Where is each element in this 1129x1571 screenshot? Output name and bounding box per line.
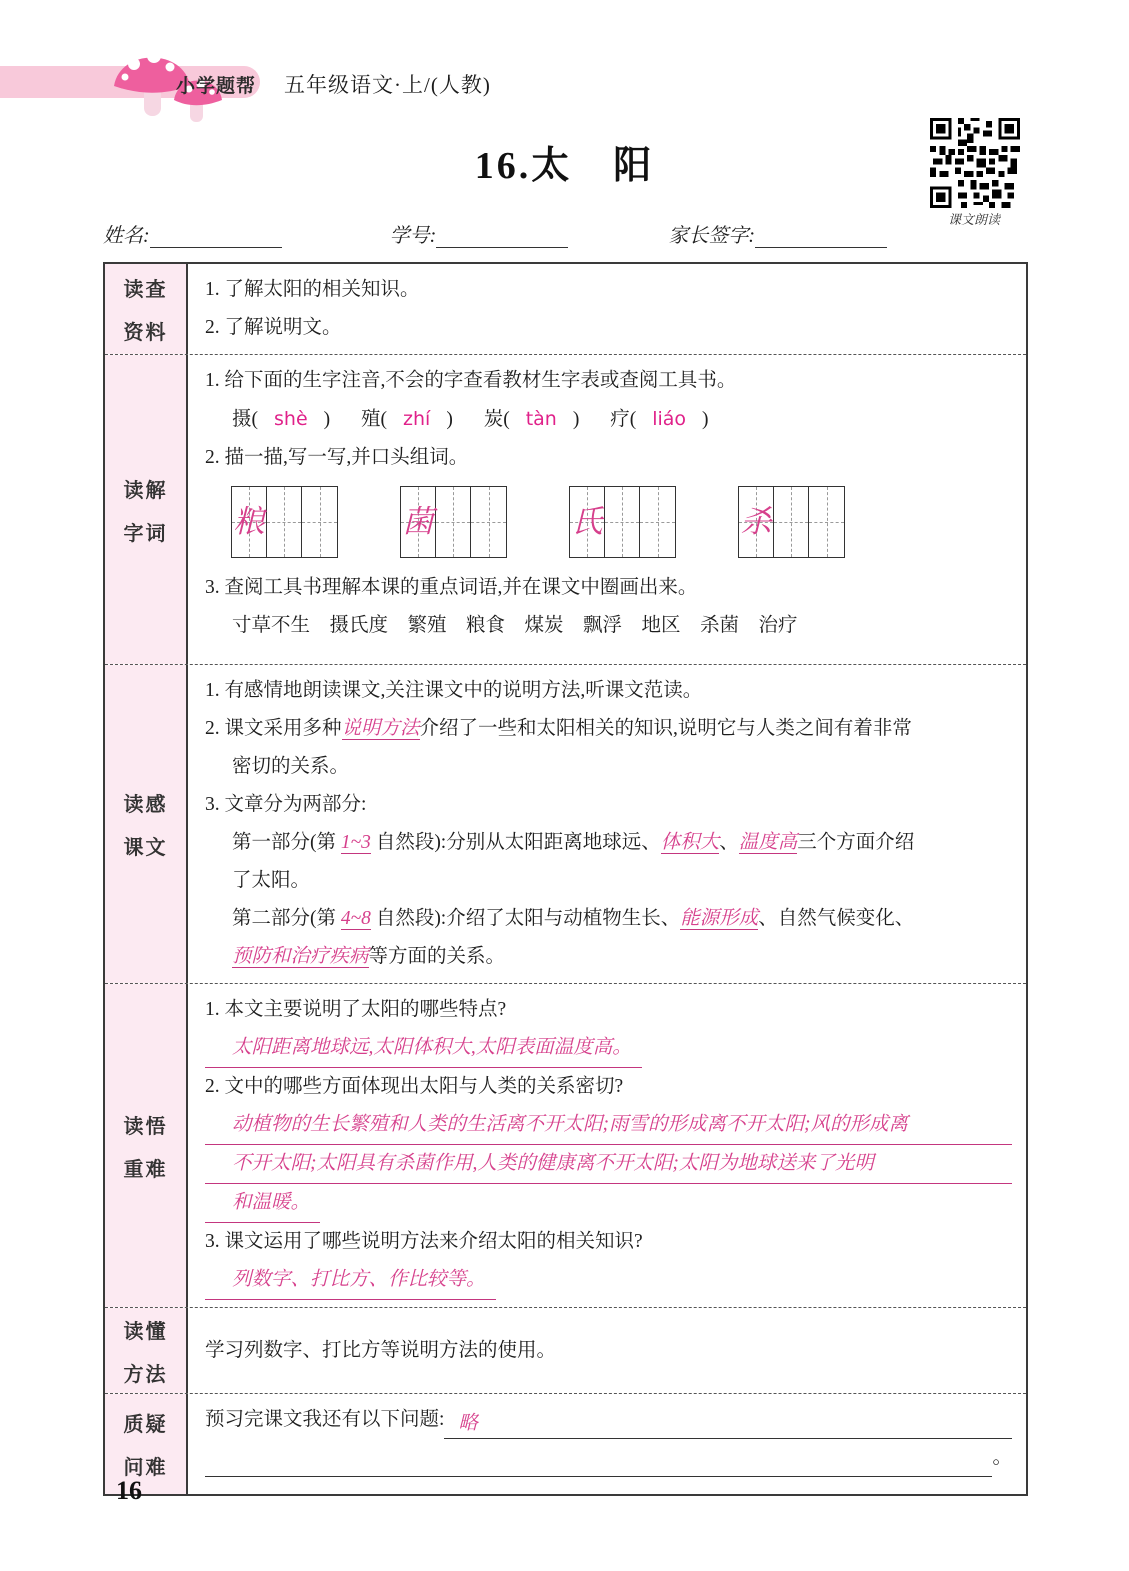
text-segment: 、 xyxy=(719,832,739,853)
paren: ) xyxy=(446,409,453,430)
character: 疗( xyxy=(610,409,637,430)
section-label-line1: 读懂 xyxy=(123,1320,168,1343)
question: 1. 本文主要说明了太阳的哪些特点? xyxy=(205,999,507,1020)
section-label-line2: 方法 xyxy=(123,1363,168,1386)
section-label xyxy=(105,984,188,1307)
practice-cell[interactable] xyxy=(809,487,844,557)
writing-box xyxy=(569,486,676,558)
answer-line: 和温暖。 xyxy=(205,1184,320,1223)
question-blank[interactable] xyxy=(205,1443,992,1477)
section-label-line2: 问难 xyxy=(123,1457,168,1479)
text-segment: 自然段):介绍了太阳与动植物生长、 xyxy=(370,908,681,929)
part-one-line xyxy=(205,824,1012,862)
model-character: 杀 xyxy=(740,504,772,539)
text-segment: 了太阳。 xyxy=(232,870,311,891)
section-label-line1: 读解 xyxy=(123,479,168,502)
writing-grid xyxy=(231,486,1012,558)
character: 炭( xyxy=(483,409,510,430)
section-research-materials xyxy=(105,264,1026,355)
practice-cell[interactable] xyxy=(302,487,337,557)
answer-line: 列数字、打比方、作比较等。 xyxy=(205,1261,496,1300)
practice-cell[interactable] xyxy=(471,487,506,557)
student-info-row xyxy=(103,219,1028,248)
answer-line: 不开太阳;太阳具有杀菌作用,人类的健康离不开太阳;太阳为地球送来了光明 xyxy=(205,1145,1012,1184)
section-label-line1: 读感 xyxy=(123,794,168,816)
model-character: 菌 xyxy=(402,504,434,539)
part-two-line xyxy=(205,900,1012,938)
model-character-cell xyxy=(232,487,267,557)
task-item: 1. 了解太阳的相关知识。 xyxy=(205,279,420,300)
filled-blank: 温度高 xyxy=(738,832,798,853)
section-label-line2: 资料 xyxy=(123,322,168,344)
question-blank[interactable] xyxy=(444,1405,1012,1439)
task-item xyxy=(205,710,1012,748)
filled-blank: 说明方法 xyxy=(341,718,420,739)
practice-cell[interactable] xyxy=(267,487,302,557)
practice-cell[interactable] xyxy=(774,487,809,557)
filled-answer: 略 xyxy=(458,1413,478,1434)
section-questions xyxy=(105,1394,1026,1494)
section-label xyxy=(105,1308,188,1393)
section-read-text xyxy=(105,665,1026,984)
model-character-cell xyxy=(739,487,774,557)
filled-blank: 4~8 xyxy=(340,908,371,929)
student-id-blank[interactable] xyxy=(436,224,568,248)
model-character-cell xyxy=(401,487,436,557)
question: 2. 文中的哪些方面体现出太阳与人类的关系密切? xyxy=(205,1076,624,1097)
question-blank-line xyxy=(205,1439,1012,1477)
pinyin-answer: shè xyxy=(274,408,308,430)
section-label-line1: 读查 xyxy=(123,279,168,301)
question: 3. 课文运用了哪些说明方法来介绍太阳的相关知识? xyxy=(205,1231,643,1252)
model-character: 粮 xyxy=(233,504,265,539)
text-segment: 等方面的关系。 xyxy=(368,946,506,967)
page-number: 16 xyxy=(116,1476,142,1505)
text-segment: 、自然气候变化、 xyxy=(758,908,915,929)
writing-box xyxy=(400,486,507,558)
section-words xyxy=(105,355,1026,665)
brand-label: 小学题帮 xyxy=(176,76,257,97)
section-label-line2: 字词 xyxy=(123,522,168,545)
text-segment: 第一部分(第 xyxy=(232,832,341,853)
text-segment: 密切的关系。 xyxy=(232,756,350,777)
task-item: 学习列数字、打比方等说明方法的使用。 xyxy=(205,1339,557,1361)
section-key-points xyxy=(105,984,1026,1308)
text-segment: 第二部分(第 xyxy=(232,908,341,929)
section-label-line2: 重难 xyxy=(123,1158,168,1181)
model-character: 氏 xyxy=(571,504,603,539)
filled-blank: 1~3 xyxy=(340,832,371,853)
practice-cell[interactable] xyxy=(436,487,471,557)
text-segment: 2. 课文采用多种 xyxy=(205,718,342,739)
text-segment: 介绍了一些和太阳相关的知识,说明它与人类之间有着非常 xyxy=(419,718,912,739)
preview-sheet-table xyxy=(103,262,1028,1496)
task-item: 1. 有感情地朗读课文,关注课文中的说明方法,听课文范读。 xyxy=(205,680,703,701)
student-id-label: 学号: xyxy=(389,225,437,247)
qr-code xyxy=(928,118,1022,208)
task-item: 3. 查阅工具书理解本课的重点词语,并在课文中圈画出来。 xyxy=(205,577,698,598)
text-segment: 自然段):分别从太阳距离地球远、 xyxy=(370,832,661,853)
writing-box xyxy=(738,486,845,558)
character: 摄( xyxy=(232,409,258,430)
filled-blank: 能源形成 xyxy=(680,908,759,929)
key-words-line: 寸草不生 摄氏度 繁殖 粮食 煤炭 飘浮 地区 杀菌 治疗 xyxy=(232,615,798,636)
pinyin-answer: tàn xyxy=(525,408,557,430)
name-label: 姓名: xyxy=(103,225,150,247)
section-label-line1: 读悟 xyxy=(123,1115,168,1138)
pinyin-answer: liáo xyxy=(652,408,687,430)
period: 。 xyxy=(992,1447,1012,1468)
section-method xyxy=(105,1308,1026,1394)
lesson-title: 16.太 阳 xyxy=(474,145,655,187)
paren: ) xyxy=(702,409,709,430)
name-blank[interactable] xyxy=(150,224,282,248)
section-label-line1: 质疑 xyxy=(123,1414,168,1436)
parent-signature-label: 家长签字: xyxy=(668,225,756,247)
qr-caption: 课文朗读 xyxy=(947,212,1000,227)
section-label xyxy=(105,665,188,983)
section-label xyxy=(105,264,188,354)
filled-blank: 体积大 xyxy=(660,832,720,853)
paren: ) xyxy=(323,409,331,430)
pinyin-line xyxy=(205,400,1012,439)
character: 殖( xyxy=(361,409,388,430)
parent-signature-blank[interactable] xyxy=(755,224,887,248)
text-segment: 三个方面介绍 xyxy=(797,832,915,853)
section-label-line2: 课文 xyxy=(123,837,168,859)
model-character-cell xyxy=(570,487,605,557)
edition-label: 五年级语文·上/(人教) xyxy=(284,73,491,97)
question-prompt: 预习完课文我还有以下问题: xyxy=(205,1409,445,1430)
task-item: 1. 给下面的生字注音,不会的字查看教材生字表或查阅工具书。 xyxy=(205,370,737,391)
writing-box xyxy=(231,486,338,558)
task-item: 2. 了解说明文。 xyxy=(205,317,342,338)
filled-blank: 预防和治疗疾病 xyxy=(232,946,369,967)
section-label xyxy=(105,355,188,664)
pinyin-answer: zhí xyxy=(403,408,431,430)
part-two-line-2 xyxy=(205,938,1012,976)
task-item: 2. 描一描,写一写,并口头组词。 xyxy=(205,447,469,468)
practice-cell[interactable] xyxy=(605,487,640,557)
task-item: 3. 文章分为两部分: xyxy=(205,794,367,815)
question-prompt-line xyxy=(205,1401,1012,1439)
practice-cell[interactable] xyxy=(640,487,675,557)
paren: ) xyxy=(572,409,580,430)
answer-line: 太阳距离地球远,太阳体积大,太阳表面温度高。 xyxy=(205,1029,642,1068)
answer-line: 动植物的生长繁殖和人类的生活离不开太阳;雨雪的形成离不开太阳;风的形成离 xyxy=(205,1106,1012,1145)
